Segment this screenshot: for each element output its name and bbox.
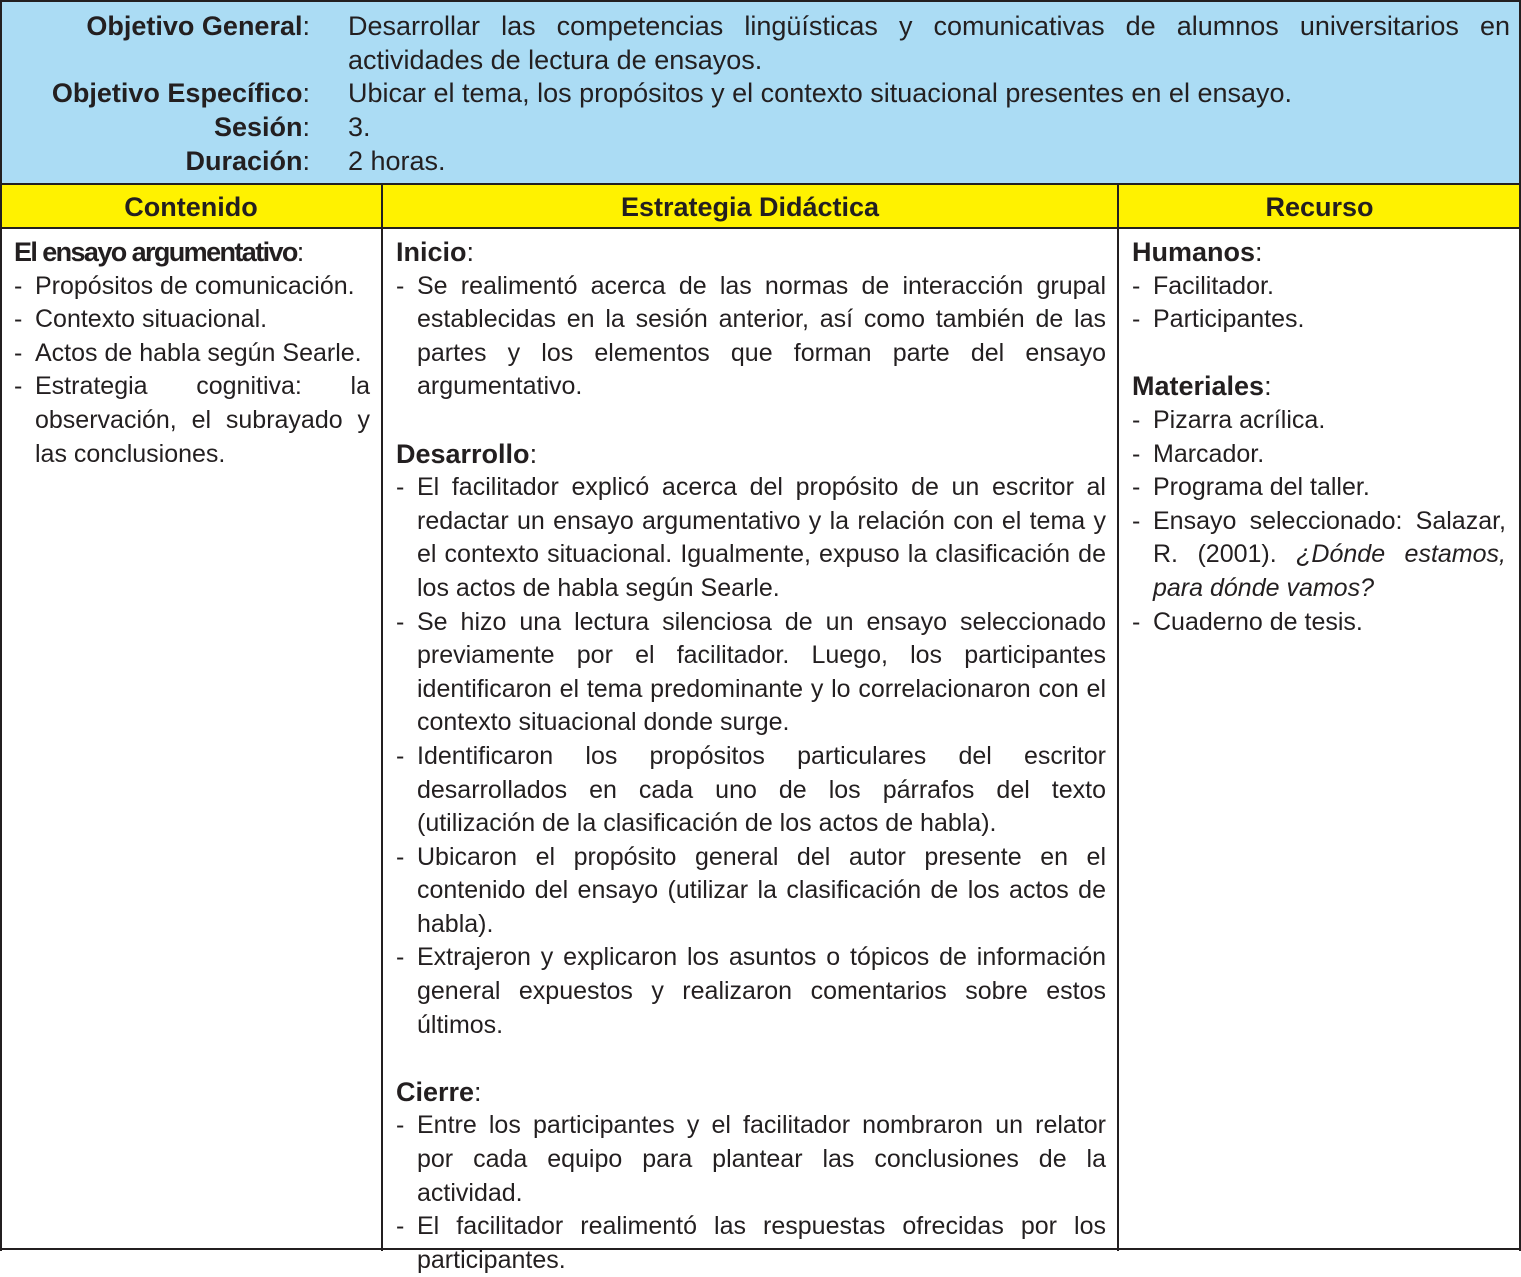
list-item — [1132, 505, 1506, 606]
duracion-value: 2 horas. — [348, 146, 446, 176]
desarrollo-title: Desarrollo — [396, 438, 530, 469]
list-item: - El facilitador explicó acerca del propósito de un escritor al redactar un ensayo argumentativo y la relación con el tema y el contexto situacional. Igualmente, expuso la clasificación de los actos de habla según Searle. — [396, 471, 1106, 605]
duracion-label: Duración — [185, 146, 303, 176]
objetivo-general-label: Objetivo General — [86, 11, 303, 41]
cierre-list — [396, 1109, 1106, 1277]
column-divider — [381, 183, 383, 1251]
list-item: - El facilitador realimentó las respuestas ofrecidas por los participantes. — [396, 1210, 1106, 1277]
list-item: - Facilitador. — [1132, 270, 1506, 304]
list-item: - Ubicaron el propósito general del autor presente en el contenido del ensayo (utilizar la clasificación de los actos de habla). — [396, 841, 1106, 942]
list-item: - Cuaderno de tesis. — [1132, 606, 1506, 640]
list-item: - Se realimentó acerca de las normas de interacción grupal establecidas en la sesión anterior, así como también de las partes y los elementos que forman parte del ensayo argumentativo. — [396, 270, 1106, 404]
table-border-left — [0, 183, 2, 1251]
humanos-list — [1132, 270, 1506, 337]
list-item: - Pizarra acrílica. — [1132, 404, 1506, 438]
recurso-cell — [1132, 236, 1506, 639]
list-item: - Programa del taller. — [1132, 471, 1506, 505]
colon: : — [302, 146, 310, 176]
materiales-list — [1132, 404, 1506, 639]
list-item: - Estrategia cognitiva: la observación, el subrayado y las conclusiones. — [14, 370, 370, 471]
inicio-title: Inicio — [396, 237, 467, 267]
list-item: - Entre los participantes y el facilitador nombraron un relator por cada equipo para plantear las conclusiones de la actividad. — [396, 1109, 1106, 1210]
ensayo-title: ¿Dónde estamos, para dónde vamos? — [1153, 540, 1506, 602]
contenido-title: El ensayo argumentativo — [14, 237, 297, 267]
estrategia-cell — [396, 236, 1106, 1277]
contenido-cell — [14, 236, 370, 471]
humanos-title: Humanos — [1132, 237, 1256, 267]
column-divider — [1117, 183, 1119, 1251]
ensayo-reference: Ensayo seleccionado: Salazar, R. (2001). — [1153, 506, 1506, 569]
inicio-list — [396, 270, 1106, 404]
sesion-label: Sesión — [213, 112, 303, 142]
list-item: - Se hizo una lectura silenciosa de un ensayo seleccionado previamente por el facilitador. Luego, los participantes identificaron el tema predominante y lo correlacionaron con el contexto situacional donde surge. — [396, 606, 1106, 740]
objetivo-especifico-label: Objetivo Específico — [51, 78, 303, 108]
colon: : — [302, 78, 310, 108]
objetivo-general-value: Desarrollar las competencias lingüísticas y comunicativas de alumnos universitarios en actividades de lectura de ensayos. — [348, 11, 1510, 75]
objectives-header — [0, 0, 1521, 183]
contenido-list — [14, 270, 370, 472]
colon: : — [474, 1076, 482, 1107]
list-item: - Marcador. — [1132, 438, 1506, 472]
colon: : — [302, 11, 310, 41]
colon: : — [1264, 371, 1272, 402]
list-item: - Participantes. — [1132, 303, 1506, 337]
colon: : — [1255, 237, 1263, 267]
colon: : — [466, 237, 475, 267]
list-item: - Propósitos de comunicación. — [14, 270, 370, 304]
colon: : — [302, 112, 310, 142]
materiales-title: Materiales — [1132, 371, 1265, 402]
list-item: - Contexto situacional. — [14, 303, 370, 337]
sesion-value: 3. — [348, 112, 371, 142]
desarrollo-list — [396, 471, 1106, 1042]
cierre-title: Cierre — [396, 1076, 475, 1107]
list-item: - Extrajeron y explicaron los asuntos o tópicos de información general expuestos y realizaron comentarios sobre estos últimos. — [396, 941, 1106, 1042]
list-item: - Actos de habla según Searle. — [14, 337, 370, 371]
colon: : — [529, 438, 538, 469]
column-header-recurso: Recurso — [1118, 183, 1521, 229]
colon: : — [296, 237, 305, 267]
column-header-estrategia: Estrategia Didáctica — [382, 183, 1118, 229]
list-item: - Identificaron los propósitos particulares del escritor desarrollados en cada uno de los párrafos del texto (utilización de la clasificación de los actos de habla). — [396, 740, 1106, 841]
column-header-contenido: Contenido — [0, 183, 382, 229]
objetivo-especifico-value: Ubicar el tema, los propósitos y el contexto situacional presentes en el ensayo. — [348, 78, 1293, 108]
